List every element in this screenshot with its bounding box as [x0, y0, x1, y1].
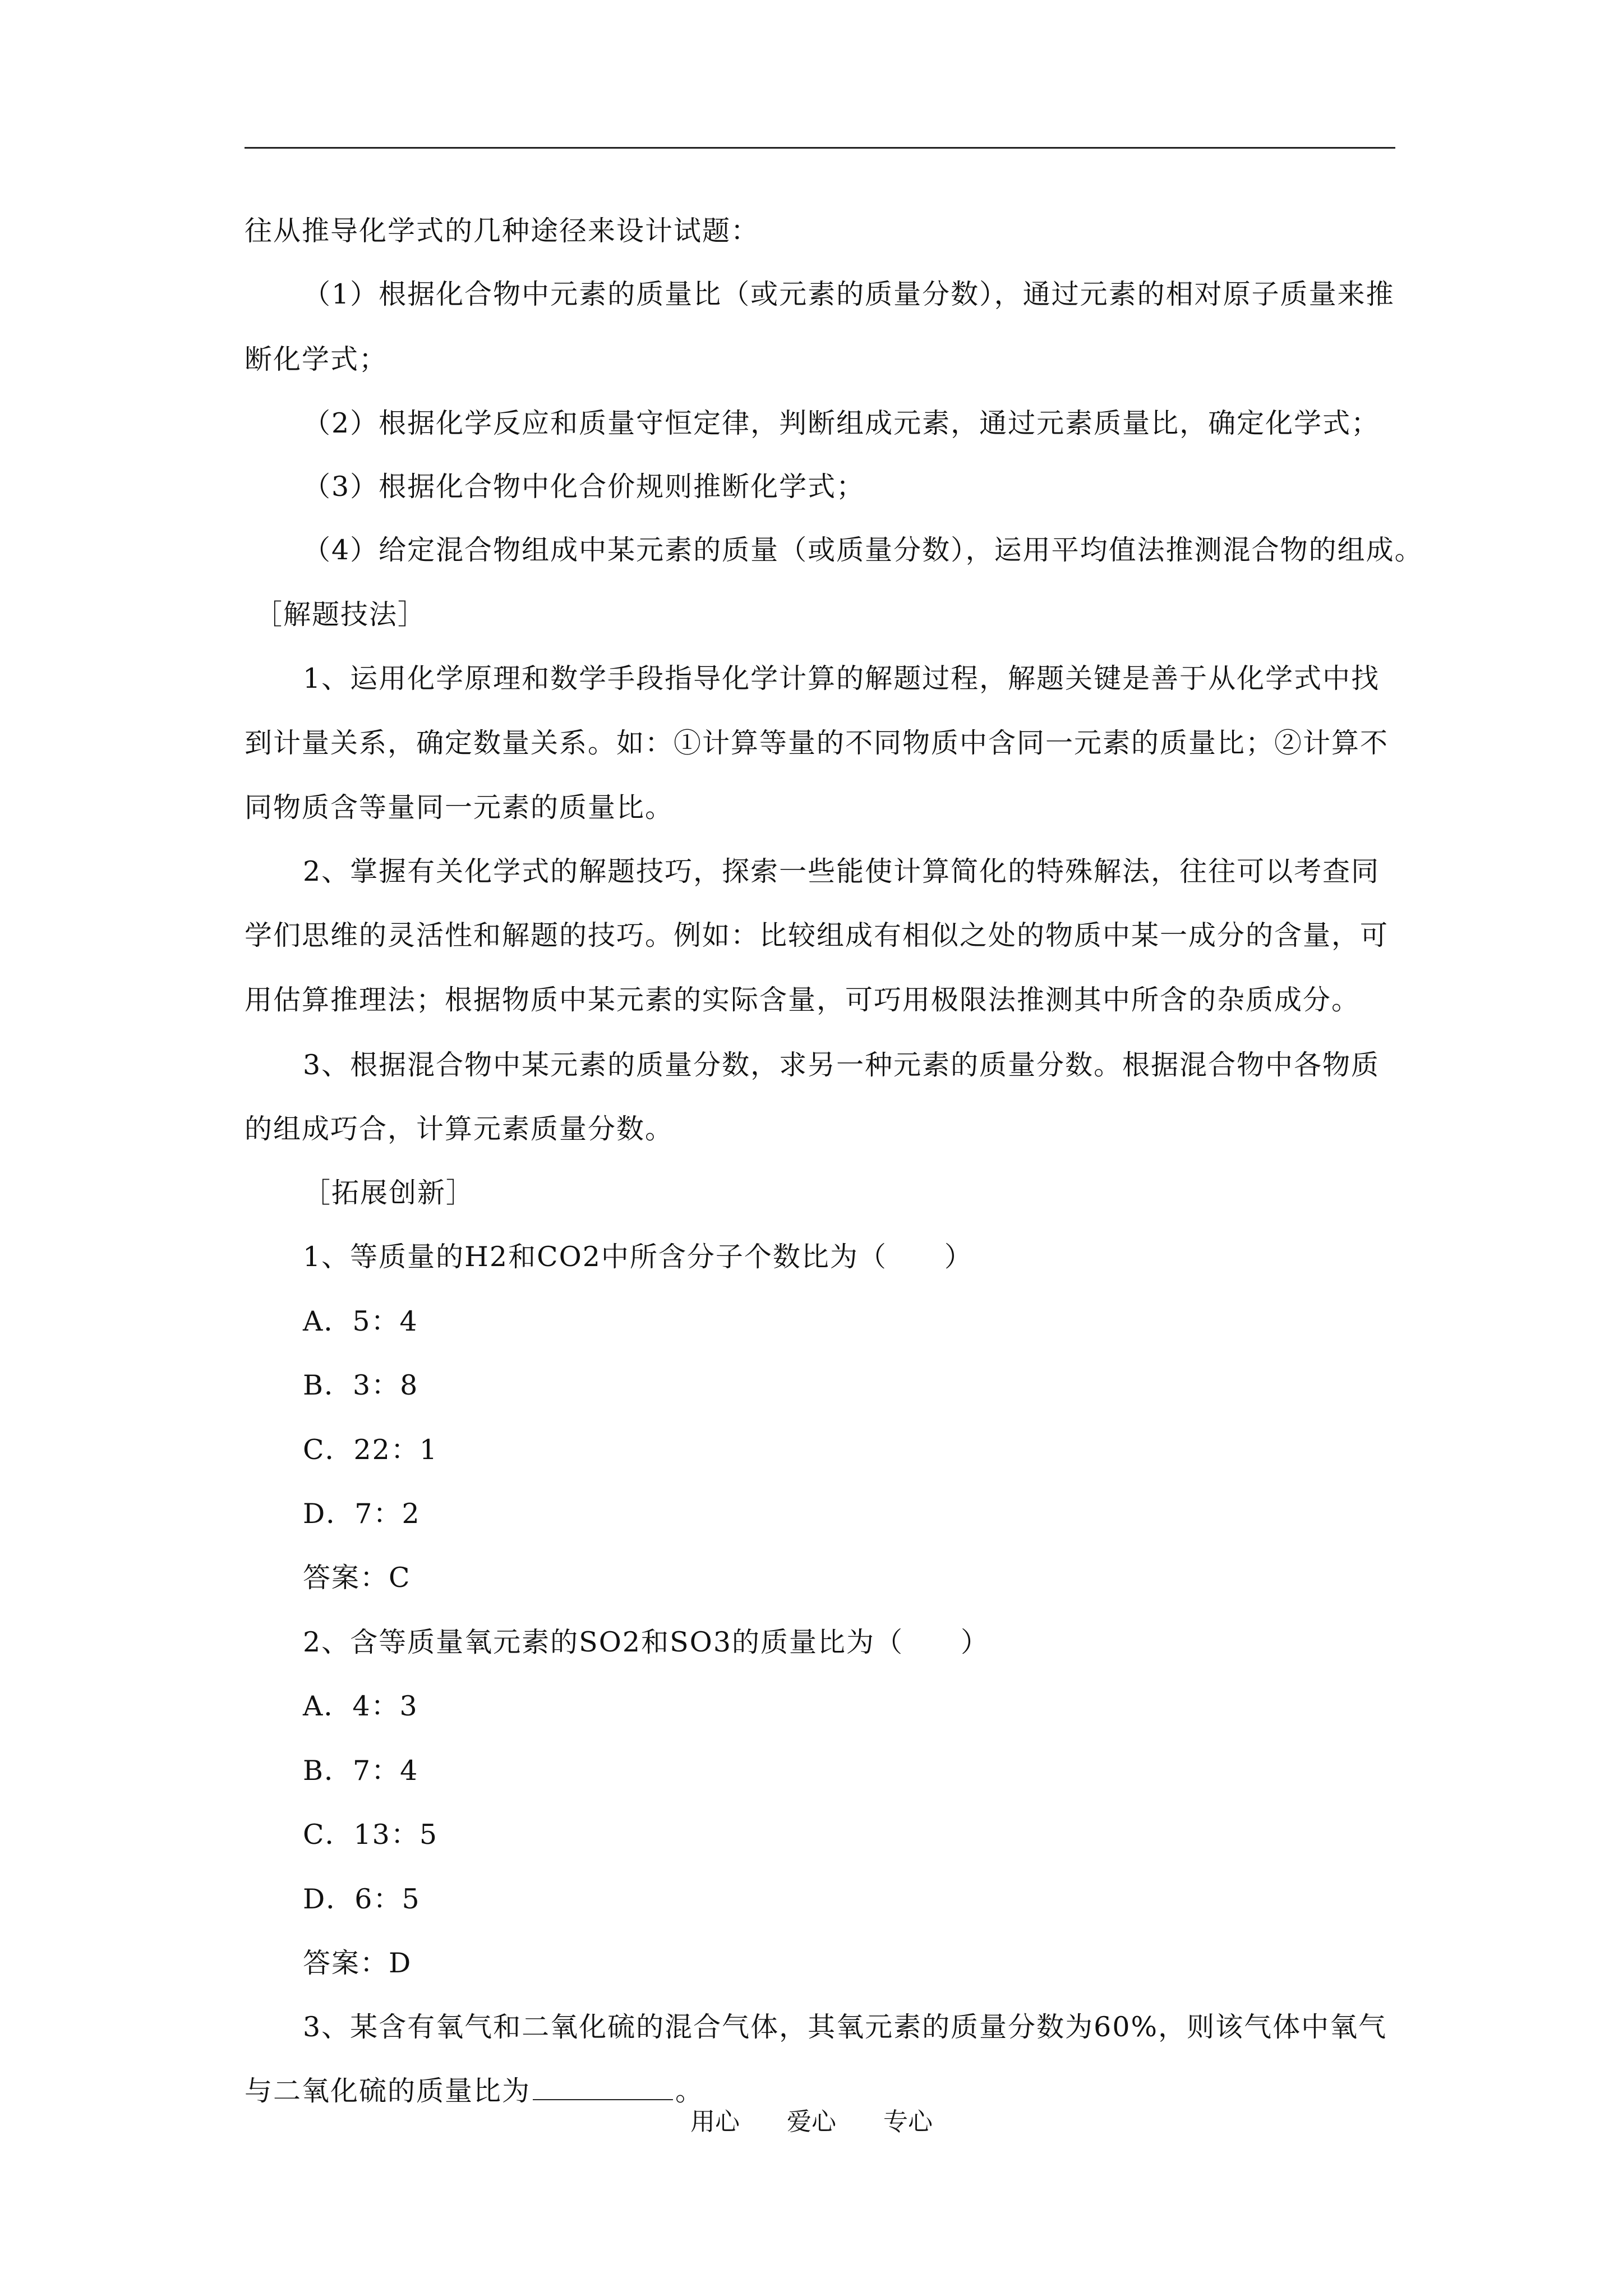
text-line: 的组成巧合，计算元素质量分数。 [245, 1113, 674, 1145]
answer: 答案：D [303, 1947, 412, 1979]
option-d: D．7：2 [303, 1498, 421, 1530]
question-stem-continued [245, 2074, 704, 2108]
option-a: A．4：3 [303, 1690, 418, 1722]
text-line: （4）给定混合物组成中某元素的质量（或质量分数），运用平均值法推测混合物的组成。 [303, 534, 1423, 566]
text-line: （2）根据化学反应和质量守恒定律，判断组成元素，通过元素质量比，确定化学式； [303, 407, 1380, 439]
section-heading: ［拓展创新］ [303, 1177, 475, 1209]
text-line: 用估算推理法；根据物质中某元素的实际含量，可巧用极限法推测其中所含的杂质成分。 [245, 984, 1361, 1016]
option-b: B．7：4 [303, 1755, 419, 1787]
option-d: D．6：5 [303, 1883, 421, 1915]
text-line: （1）根据化合物中元素的质量比（或元素的质量分数），通过元素的相对原子质量来推 [303, 278, 1395, 310]
option-c: C．22：1 [303, 1434, 439, 1466]
question-text: 与二氧化硫的质量比为 [245, 2075, 531, 2107]
question-stem: 1、等质量的H2和CO2中所含分子个数比为（ ） [303, 1241, 973, 1273]
footer-word: 用心 [690, 2108, 740, 2136]
footer-word: 专心 [883, 2108, 933, 2136]
question-stem: 2、含等质量氧元素的SO2和SO3的质量比为（ ） [303, 1626, 990, 1658]
text-line: 1、运用化学原理和数学手段指导化学计算的解题过程，解题关键是善于从化学式中找 [303, 662, 1380, 694]
text-line: （3）根据化合物中化合价规则推断化学式； [303, 471, 865, 503]
footer-word: 爱心 [787, 2108, 836, 2136]
text-line: 3、根据混合物中某元素的质量分数，求另一种元素的质量分数。根据混合物中各物质 [303, 1049, 1380, 1081]
text-line: 断化学式； [245, 343, 388, 375]
section-heading: ［解题技法］ [255, 599, 427, 631]
footer [0, 2106, 1623, 2138]
text-line: 到计量关系，确定数量关系。如：①计算等量的不同物质中含同一元素的质量比；②计算不 [245, 727, 1389, 759]
answer-blank [533, 2077, 673, 2100]
question-end: 。 [675, 2075, 704, 2107]
text-line: 2、掌握有关化学式的解题技巧，探索一些能使计算简化的特殊解法，往往可以考查同 [303, 855, 1380, 887]
text-line: 同物质含等量同一元素的质量比。 [245, 792, 674, 823]
option-a: A．5：4 [303, 1305, 418, 1337]
header-rule [245, 147, 1395, 149]
question-stem: 3、某含有氧气和二氧化硫的混合气体，其氧元素的质量分数为60%，则该气体中氧气 [303, 2011, 1387, 2043]
text-line: 学们思维的灵活性和解题的技巧。例如：比较组成有相似之处的物质中某一成分的含量，可 [245, 919, 1389, 951]
option-b: B．3：8 [303, 1369, 419, 1401]
option-c: C．13：5 [303, 1819, 439, 1851]
answer: 答案：C [303, 1562, 411, 1594]
text-line: 往从推导化学式的几种途径来设计试题： [245, 215, 760, 247]
